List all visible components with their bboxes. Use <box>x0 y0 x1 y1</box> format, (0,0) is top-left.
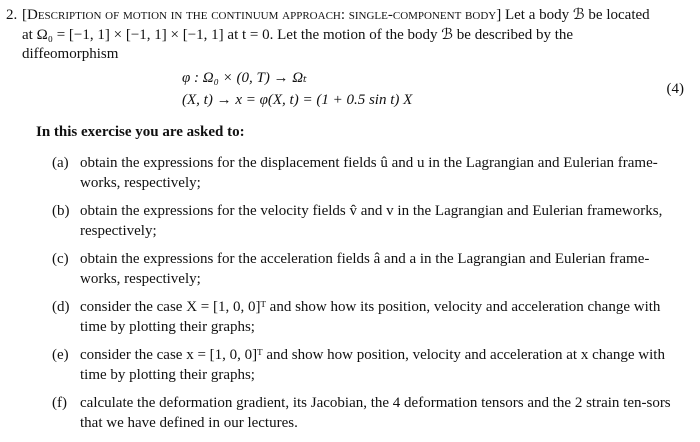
part-label: (c) <box>52 251 69 267</box>
title-open: [ <box>22 7 27 23</box>
part-c <box>52 250 680 289</box>
part-f <box>52 394 680 433</box>
intro-line-1: Let a body ℬ be located <box>501 7 650 23</box>
part-text: obtain the expressions for the displacement fields û and u in the Lagrangian and Eulerian frame-works, respectively; <box>80 155 658 191</box>
part-text: consider the case X = [1, 0, 0]ᵀ and show how its position, velocity and acceleration change with time by plotting their graphs; <box>80 299 661 335</box>
part-text: calculate the deformation gradient, its Jacobian, the 4 deformation tensors and the 2 strain ten-sors that we have defined in our lectures. <box>80 395 671 431</box>
part-label: (f) <box>52 395 67 411</box>
part-a <box>52 154 680 193</box>
part-label: (b) <box>52 203 70 219</box>
problem-title: Description of motion in the continuum approach: single-component body <box>27 7 497 23</box>
map-line-1: φ : Ω₀ × (0, T) → Ωₜ <box>182 70 307 86</box>
part-e <box>52 346 680 385</box>
part-label: (e) <box>52 347 69 363</box>
part-d <box>52 298 680 337</box>
part-text: consider the case x = [1, 0, 0]ᵀ and show how position, velocity and acceleration at x change with time by plotting their graphs; <box>80 347 665 383</box>
problem-number: 2. <box>6 7 18 23</box>
diffeomorphism-equation <box>6 63 684 108</box>
part-b <box>52 202 680 241</box>
intro-line-2: at Ω₀ = [−1, 1] × [−1, 1] × [−1, 1] at t = 0. Let the motion of the body ℬ be described by the <box>22 26 574 43</box>
part-text: obtain the expressions for the acceleration fields â and a in the Lagrangian and Eulerian frame-works, respectively; <box>80 251 650 287</box>
part-label: (d) <box>52 299 70 315</box>
equation-number: (4) <box>666 81 684 97</box>
part-text: obtain the expressions for the velocity fields v̂ and v in the Lagrangian and Eulerian frameworks, respectively; <box>80 203 663 239</box>
part-label: (a) <box>52 155 69 171</box>
problem-2 <box>6 6 684 431</box>
intro-line-3: diffeomorphism <box>22 46 119 62</box>
exercise-parts <box>52 154 680 442</box>
title-close: ] <box>496 7 502 23</box>
exercise-lead: In this exercise you are asked to: <box>36 124 245 140</box>
map-line-2: (X, t) → x = φ(X, t) = (1 + 0.5 sin t) X <box>182 92 413 108</box>
problem-intro <box>6 6 680 65</box>
